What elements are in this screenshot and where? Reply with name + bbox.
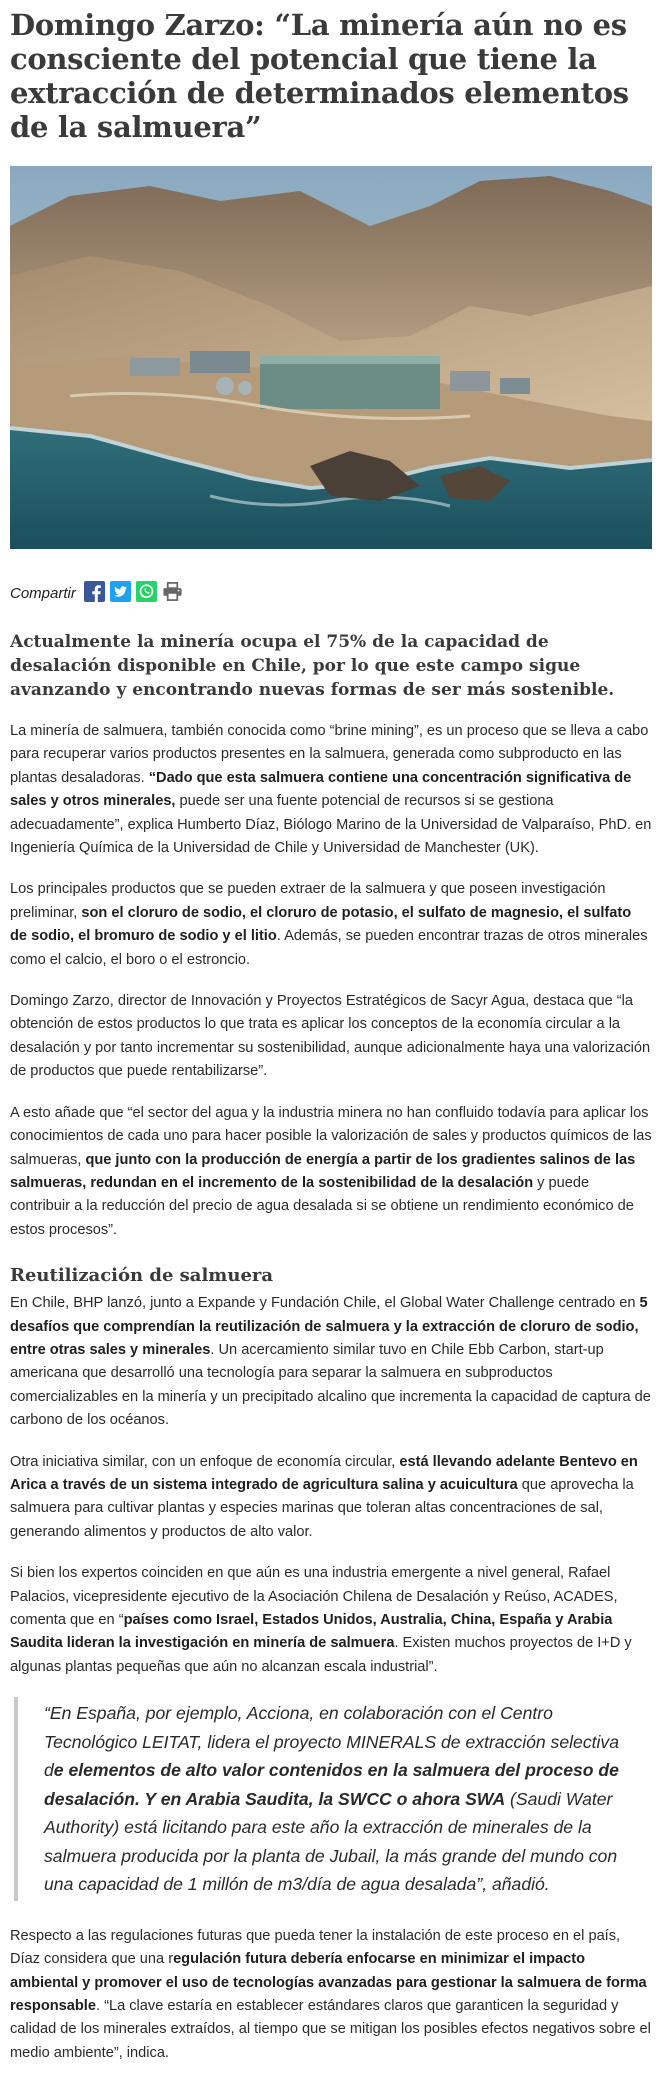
text: . “La clave estaría en establecer estándares claros que garanticen la seguridad y calidad de los minerales extraídos, al tiempo que se mitigan los posibles efectos negativos sobre el medio ambiente”, indica. [10,1997,651,2061]
text: Respecto a las regulaciones futuras que pueda tener la instalación de este proceso en el país, Díaz considera que una r [10,1927,621,1968]
paragraph-5 [10,1292,652,1432]
text: Los principales productos que se pueden extraer de la salmuera y que poseen investigación preliminar, [10,881,606,921]
bold-text: egulación futura debería enfocarse en minimizar el impacto ambiental y promover el uso de tecnologías avanzadas para gestionar la salmuera de forma responsable [10,1951,647,2014]
text: Domingo Zarzo, director de Innovación y Proyectos Estratégicos de Sacyr Agua, destaca que “la obtención de estos productos lo que trata es aplicar los conceptos de la economía circular a la desalación y por tanto incrementar su sostenibilidad, aunque adicionalmente haya una valorización de productos que puede rentabilizarse”. [10,993,651,1080]
article-lead: Actualmente la minería ocupa el 75% de la capacidad de desalación disponible en Chile, por lo que este campo sigue avanzando y encontrando nuevas formas de ser más sostenible. [10,632,615,700]
text: (Saudi Water Authority) está licitando para este año la extracción de minerales de la salmuera producida por la planta de Jubail, la más grande del mundo con una capacidad de 1 millón de m3/día de agua desalada”, añadió. [44,1788,618,1895]
bold-text: está llevando adelante Bentevo en Arica a través de un sistema integrado de agricultura salina y acuicultura [10,1453,638,1493]
text: . Un acercamiento similar tuvo en Chile Ebb Carbon, start-up americana que desarrolló una tecnología para separar la salmuera en subproductos comercializables en la minería y un precipitado alcalino que incrementa la capacidad de captura de carbono de los océanos. [10,1341,651,1429]
paragraph-1 [10,720,652,860]
blockquote [14,1697,652,1901]
whatsapp-icon [136,581,157,602]
hero-image [10,166,652,549]
paragraph-2 [10,878,652,972]
text: A esto añade que “el sector del agua y la industria minera no han confluido todavía para aplicar los conocimientos de cada uno para hacer posible la valorización de sales y productos químicos de las salmueras, [10,1104,652,1168]
paragraph-7 [10,1562,652,1679]
bold-text: son el cloruro de sodio, el cloruro de potasio, el sulfato de magnesio, el sulfato de sodio, el bromuro de sodio y el litio [10,904,632,945]
bold-text: que junto con la producción de energía a partir de los gradientes salinos de las salmueras, redundan en el incremento de la sostenibilidad de la desalación [10,1151,636,1191]
text: y puede contribuir a la reducción del precio de agua desalada si se obtiene un rendimiento económico de estos procesos”. [10,1174,634,1238]
text: Otra iniciativa similar, con un enfoque de economía circular, [10,1453,400,1470]
facebook-share-button[interactable] [84,581,105,602]
text: En Chile, BHP lanzó, junto a Expande y Fundación Chile, el Global Water Challenge centrado en [10,1295,640,1312]
desalination-plant-photo [10,166,652,549]
bold-text: “Dado que esta salmuera contiene una concentración significativa de sales y otros minerales, [10,769,632,810]
text: puede ser una fuente potencial de recursos si se gestiona adecuadamente”, explica Humberto Díaz, Biólogo Marino de la Universidad de Valparaíso, PhD. en Ingeniería Química de la Universidad de Chile y Universidad de Manchester (UK). [10,793,652,857]
twitter-icon [110,581,131,602]
share-bar [10,578,652,604]
facebook-icon [84,581,105,602]
section-heading: Reutilización de salmuera [10,1265,274,1287]
article-title: Domingo Zarzo: “La minería aún no es consciente del potencial que tiene la extracción de determinados elementos de la salmuera” [10,8,629,144]
whatsapp-share-button[interactable] [136,581,157,602]
paragraph-4 [10,1102,652,1242]
print-icon [162,581,183,602]
text: Si bien los expertos coinciden en que aún es una industria emergente a nivel general, Rafael Palacios, vicepresidente ejecutivo de la Asociación Chilena de Desalación y Reúso, ACADES, comenta que en “ [10,1565,618,1628]
text: que aprovecha la salmuera para cultivar plantas y especies marinas que toleran altas concentraciones de sal, generando alimentos y productos de alto valor. [10,1476,634,1540]
paragraph-8 [10,1925,652,2065]
bold-text: países como Israel, Estados Unidos, Australia, China, España y Arabia Saudita lideran la investigación en minería de salmuera [10,1612,613,1652]
text: . Además, se pueden encontrar trazas de otros minerales como el calcio, el boro o el estroncio. [10,928,648,968]
text: . Existen muchos proyectos de I+D y algunas plantas pequeñas que aún no alcanzan escala industrial”. [10,1635,632,1675]
text: La minería de salmuera, también conocida como “brine mining”, es un proceso que se lleva a cabo para recuperar varios productos presentes en la salmuera, generada como subproducto en las plantas desaladoras. [10,723,649,786]
bold-text: e elementos de alto valor contenidos en la salmuera del proceso de desalación. Y en Arabia Saudita, la SWCC o ahora SWA [44,1760,619,1809]
text: “En España, por ejemplo, Acciona, en colaboración con el Centro Tecnológico LEITAT, lidera el proyecto MINERALS de extracción selectiva d [44,1703,620,1781]
share-label: Compartir [10,584,76,602]
print-button[interactable] [162,581,183,602]
paragraph-6 [10,1451,652,1545]
bold-text: 5 desafíos que comprendían la reutilización de salmuera y la extracción de cloruro de sodio, entre otras sales y minerales [10,1295,648,1358]
twitter-share-button[interactable] [110,581,131,602]
paragraph-3 [10,990,652,1084]
